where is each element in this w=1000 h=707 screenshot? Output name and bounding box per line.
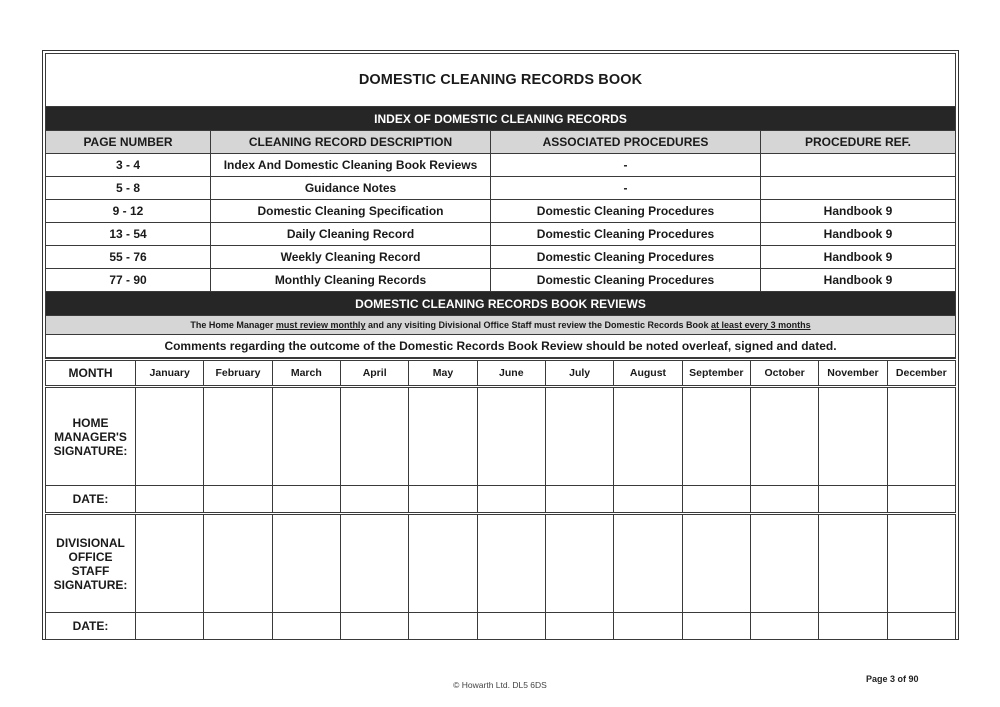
signature-cell-april[interactable] bbox=[340, 514, 408, 613]
date-cell-september[interactable] bbox=[682, 613, 750, 640]
index-page: 77 - 90 bbox=[46, 269, 211, 292]
reviews-heading: DOMESTIC CLEANING RECORDS BOOK REVIEWS bbox=[46, 292, 956, 316]
month-january: January bbox=[136, 360, 204, 387]
index-page: 13 - 54 bbox=[46, 223, 211, 246]
date-cell-november[interactable] bbox=[819, 613, 887, 640]
date-cell-september[interactable] bbox=[682, 486, 750, 514]
index-description: Daily Cleaning Record bbox=[211, 223, 491, 246]
review-note-emphasis: at least every 3 months bbox=[711, 320, 811, 330]
signature-table bbox=[45, 358, 956, 640]
review-note bbox=[46, 316, 956, 335]
label-line: STAFF bbox=[71, 563, 110, 578]
review-note-text: The Home Manager bbox=[190, 320, 276, 330]
comment-instruction: Comments regarding the outcome of the Domestic Records Book Review should be noted overleaf, signed and dated. bbox=[46, 335, 956, 358]
col-header-procedure-ref: PROCEDURE REF. bbox=[761, 131, 956, 154]
review-note-text: and any visiting Divisional Office Staff must review the Domestic Records Book bbox=[365, 320, 712, 330]
date-cell-december[interactable] bbox=[887, 613, 955, 640]
signature-cell-march[interactable] bbox=[272, 387, 340, 486]
date-cell-april[interactable] bbox=[340, 486, 408, 514]
signature-cell-august[interactable] bbox=[614, 514, 682, 613]
label-line: DIVISIONAL bbox=[56, 535, 125, 550]
date-cell-april[interactable] bbox=[340, 613, 408, 640]
signature-cell-april[interactable] bbox=[340, 387, 408, 486]
signature-cell-may[interactable] bbox=[409, 387, 477, 486]
index-description: Weekly Cleaning Record bbox=[211, 246, 491, 269]
document-frame bbox=[42, 50, 959, 640]
index-description: Domestic Cleaning Specification bbox=[211, 200, 491, 223]
date-label: DATE: bbox=[46, 486, 136, 514]
index-row bbox=[46, 177, 956, 200]
date-cell-december[interactable] bbox=[887, 486, 955, 514]
index-procedures: Domestic Cleaning Procedures bbox=[491, 269, 761, 292]
date-cell-june[interactable] bbox=[477, 613, 545, 640]
date-cell-january[interactable] bbox=[136, 613, 204, 640]
date-cell-march[interactable] bbox=[272, 613, 340, 640]
index-ref: Handbook 9 bbox=[761, 223, 956, 246]
month-november: November bbox=[819, 360, 887, 387]
month-may: May bbox=[409, 360, 477, 387]
month-label: MONTH bbox=[46, 360, 136, 387]
signature-cell-january[interactable] bbox=[136, 514, 204, 613]
index-page: 3 - 4 bbox=[46, 154, 211, 177]
index-row bbox=[46, 154, 956, 177]
index-procedures: Domestic Cleaning Procedures bbox=[491, 246, 761, 269]
month-february: February bbox=[204, 360, 272, 387]
document-inner-frame bbox=[45, 53, 956, 637]
date-cell-july[interactable] bbox=[545, 613, 613, 640]
review-note-emphasis: must review monthly bbox=[275, 320, 366, 330]
document-title: DOMESTIC CLEANING RECORDS BOOK bbox=[46, 54, 956, 107]
index-ref bbox=[761, 154, 956, 177]
divisional-signature-row bbox=[46, 514, 956, 613]
month-march: March bbox=[272, 360, 340, 387]
date-cell-january[interactable] bbox=[136, 486, 204, 514]
date-cell-march[interactable] bbox=[272, 486, 340, 514]
signature-cell-march[interactable] bbox=[272, 514, 340, 613]
signature-cell-december[interactable] bbox=[887, 387, 955, 486]
index-ref: Handbook 9 bbox=[761, 269, 956, 292]
date-cell-august[interactable] bbox=[614, 613, 682, 640]
month-april: April bbox=[340, 360, 408, 387]
date-cell-may[interactable] bbox=[409, 486, 477, 514]
index-procedures: - bbox=[491, 154, 761, 177]
index-table bbox=[45, 53, 956, 358]
col-header-description: CLEANING RECORD DESCRIPTION bbox=[211, 131, 491, 154]
home-manager-date-row bbox=[46, 486, 956, 514]
signature-cell-december[interactable] bbox=[887, 514, 955, 613]
index-page: 9 - 12 bbox=[46, 200, 211, 223]
page-number: Page 3 of 90 bbox=[866, 674, 919, 684]
date-cell-may[interactable] bbox=[409, 613, 477, 640]
copyright-notice: © Howarth Ltd. DL5 6DS bbox=[453, 680, 547, 690]
date-cell-october[interactable] bbox=[750, 613, 818, 640]
label-line: OFFICE bbox=[68, 549, 113, 564]
index-ref: Handbook 9 bbox=[761, 246, 956, 269]
date-cell-july[interactable] bbox=[545, 486, 613, 514]
label-line: SIGNATURE: bbox=[53, 577, 128, 592]
signature-cell-may[interactable] bbox=[409, 514, 477, 613]
date-cell-june[interactable] bbox=[477, 486, 545, 514]
signature-cell-october[interactable] bbox=[750, 514, 818, 613]
label-line: SIGNATURE: bbox=[53, 443, 128, 458]
home-manager-signature-row bbox=[46, 387, 956, 486]
date-cell-august[interactable] bbox=[614, 486, 682, 514]
signature-cell-february[interactable] bbox=[204, 514, 272, 613]
date-cell-october[interactable] bbox=[750, 486, 818, 514]
month-june: June bbox=[477, 360, 545, 387]
date-cell-february[interactable] bbox=[204, 486, 272, 514]
month-header-row bbox=[46, 360, 956, 387]
date-cell-february[interactable] bbox=[204, 613, 272, 640]
divisional-signature-label bbox=[46, 514, 136, 613]
index-row bbox=[46, 269, 956, 292]
signature-cell-june[interactable] bbox=[477, 514, 545, 613]
index-row bbox=[46, 200, 956, 223]
month-august: August bbox=[614, 360, 682, 387]
col-header-page-number: PAGE NUMBER bbox=[46, 131, 211, 154]
index-ref: Handbook 9 bbox=[761, 200, 956, 223]
index-procedures: Domestic Cleaning Procedures bbox=[491, 200, 761, 223]
signature-cell-september[interactable] bbox=[682, 514, 750, 613]
signature-cell-june[interactable] bbox=[477, 387, 545, 486]
index-heading: INDEX OF DOMESTIC CLEANING RECORDS bbox=[46, 107, 956, 131]
index-procedures: Domestic Cleaning Procedures bbox=[491, 223, 761, 246]
index-description: Guidance Notes bbox=[211, 177, 491, 200]
index-procedures: - bbox=[491, 177, 761, 200]
home-manager-signature-label bbox=[46, 387, 136, 486]
index-page: 55 - 76 bbox=[46, 246, 211, 269]
label-line: HOME bbox=[72, 415, 109, 430]
index-row bbox=[46, 246, 956, 269]
col-header-procedures: ASSOCIATED PROCEDURES bbox=[491, 131, 761, 154]
date-label: DATE: bbox=[46, 613, 136, 640]
month-october: October bbox=[750, 360, 818, 387]
index-description: Monthly Cleaning Records bbox=[211, 269, 491, 292]
month-july: July bbox=[545, 360, 613, 387]
signature-cell-october[interactable] bbox=[750, 387, 818, 486]
divisional-date-row bbox=[46, 613, 956, 640]
signature-cell-november[interactable] bbox=[819, 387, 887, 486]
signature-cell-july[interactable] bbox=[545, 514, 613, 613]
signature-cell-february[interactable] bbox=[204, 387, 272, 486]
index-row bbox=[46, 223, 956, 246]
date-cell-november[interactable] bbox=[819, 486, 887, 514]
index-description: Index And Domestic Cleaning Book Reviews bbox=[211, 154, 491, 177]
index-page: 5 - 8 bbox=[46, 177, 211, 200]
signature-cell-november[interactable] bbox=[819, 514, 887, 613]
month-september: September bbox=[682, 360, 750, 387]
signature-cell-january[interactable] bbox=[136, 387, 204, 486]
month-december: December bbox=[887, 360, 955, 387]
signature-cell-september[interactable] bbox=[682, 387, 750, 486]
signature-cell-august[interactable] bbox=[614, 387, 682, 486]
signature-cell-july[interactable] bbox=[545, 387, 613, 486]
index-ref bbox=[761, 177, 956, 200]
label-line: MANAGER'S bbox=[54, 429, 127, 444]
